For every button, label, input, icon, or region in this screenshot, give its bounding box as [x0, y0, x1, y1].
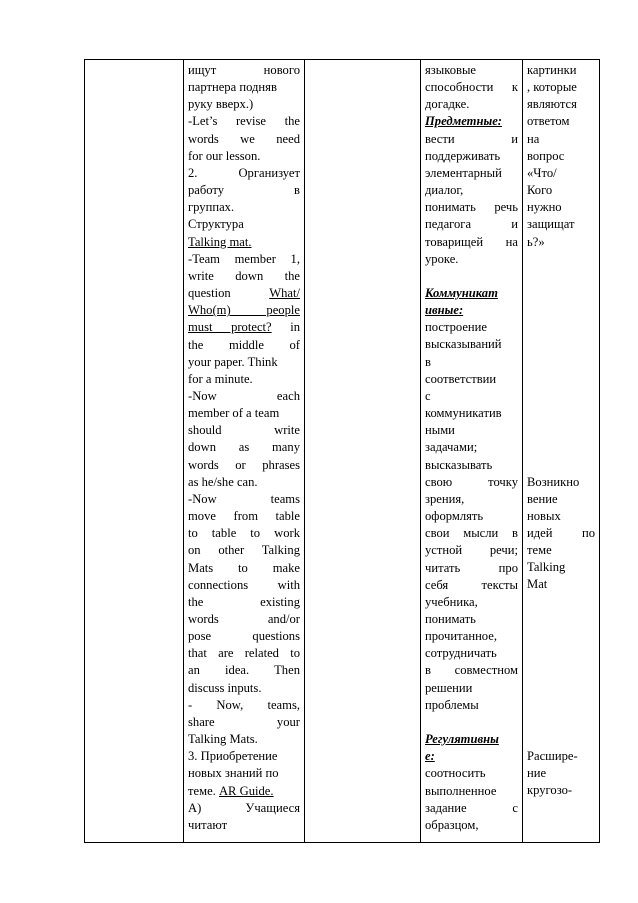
text-line: картинки [527, 63, 577, 77]
blank-line [527, 611, 595, 628]
blank-line [425, 268, 518, 285]
column-stage [85, 60, 184, 843]
text-line: себя тексты [425, 577, 518, 592]
blank-line [527, 696, 595, 713]
column-teacher-activity [184, 60, 305, 843]
text-line: устной речи; [425, 543, 518, 558]
text-line: работу в [188, 183, 300, 198]
text-line: Расшире- [527, 748, 578, 763]
text-line: языковые [425, 63, 477, 77]
text-line: группах. [188, 200, 235, 215]
text-line: выполненное [425, 783, 497, 798]
blank-line [527, 422, 595, 439]
text-line: педагога и [425, 217, 518, 232]
text-line: построение [425, 320, 488, 335]
text-line: читают [188, 817, 228, 832]
text-line: новых знаний по [188, 766, 279, 781]
text-line: should write [188, 423, 300, 438]
blank-line [527, 285, 595, 302]
lesson-plan-table [84, 59, 600, 843]
text-line: в [425, 354, 431, 369]
text-line: зрения, [425, 491, 465, 506]
blank-line [527, 594, 595, 611]
text-line: as he/she can. [188, 474, 258, 489]
text-line: вести и [425, 131, 518, 146]
text-line: понимать [425, 611, 476, 626]
text-line: for our lesson. [188, 148, 261, 163]
text-line: that are related to [188, 646, 300, 661]
text-line: ответом [527, 114, 570, 129]
section-heading: Предметные: [425, 114, 502, 129]
text-line: down as many [188, 440, 300, 455]
blank-line [527, 662, 595, 679]
text-line: ь?» [527, 234, 545, 249]
text-line: Структура [188, 217, 244, 232]
text-line: Кого [527, 183, 553, 198]
text-line: нужно [527, 200, 562, 215]
text-line: понимать речь [425, 200, 518, 215]
blank-line [527, 268, 595, 285]
text-line: discuss inputs. [188, 680, 262, 695]
text-line: идей по [527, 526, 595, 541]
text-line: теме. AR Guide. [188, 783, 274, 798]
text-line: вение [527, 491, 558, 506]
text-line: образцом, [425, 817, 479, 832]
text-line: защищат [527, 217, 575, 232]
table-row [85, 60, 600, 843]
text-line: words and/or [188, 612, 300, 626]
text-line: to table to work [188, 526, 300, 541]
text-line: must protect? in [188, 320, 300, 335]
text-line: ными [425, 423, 455, 438]
blank-line [527, 302, 595, 319]
text-line: for a minute. [188, 371, 253, 386]
text-line: уроке. [425, 251, 459, 266]
text-line: с [425, 388, 431, 403]
text-line: кругозо- [527, 783, 573, 798]
text-line: прочитанное, [425, 629, 497, 644]
column-student-activity [305, 60, 421, 843]
blank-line [425, 714, 518, 731]
text-line: ние [527, 766, 547, 781]
text-line: элементарный [425, 165, 502, 180]
text-line: высказываний [425, 337, 502, 352]
text-line: догадке. [425, 97, 470, 112]
text-line: вопрос [527, 148, 565, 163]
text-line: - Now, teams, [188, 697, 300, 712]
text-line: читать про [425, 560, 518, 575]
text-line: write down the [188, 268, 300, 283]
text-line: on other Talking [188, 543, 300, 558]
text-line: pose questions [188, 629, 300, 644]
column-learning-outcomes [421, 60, 523, 843]
text-line: 2. Организует [188, 165, 300, 180]
text-line: задание с [425, 800, 518, 815]
blank-line [527, 319, 595, 336]
text-line: высказывать [425, 457, 493, 472]
text-line: question What/ [188, 286, 300, 301]
text-line: Mats to make [188, 560, 300, 575]
text-line: свою точку [425, 474, 518, 489]
text-line: оформлять [425, 509, 484, 524]
text-line: задачами; [425, 440, 478, 455]
text-line: поддерживать [425, 148, 501, 163]
text-line: способности к [425, 80, 518, 95]
text-line: -Team member 1, [188, 251, 300, 266]
text-line: свои мысли в [425, 526, 518, 541]
text-line: Возникно [527, 474, 580, 489]
text-line: на [527, 131, 540, 146]
section-heading: Регулятивны [425, 732, 499, 747]
blank-line [527, 388, 595, 405]
text-line: your paper. Think [188, 354, 278, 369]
text-line: connections with [188, 577, 300, 592]
text-line: -Let’s revise the [188, 114, 300, 129]
text-line: решении [425, 680, 473, 695]
text-line: words or phrases [188, 457, 300, 472]
text-line: в совместном [425, 663, 518, 678]
text-line: 3. Приобретение [188, 749, 278, 764]
text-line: диалог, [425, 183, 464, 198]
column-results [523, 60, 600, 843]
section-heading: ивные: [425, 303, 464, 318]
text-line: А) Учащиеся [188, 800, 300, 815]
text-line: соответствии [425, 371, 497, 386]
text-line: «Что/ [527, 165, 557, 180]
blank-line [527, 336, 595, 353]
blank-line [527, 456, 595, 473]
blank-line [527, 439, 595, 456]
text-line: ищут нового [188, 63, 300, 77]
text-line: партнера подняв [188, 80, 277, 95]
blank-line [527, 628, 595, 645]
text-line: новых [527, 508, 561, 523]
blank-line [527, 645, 595, 662]
blank-line [527, 354, 595, 371]
text-line: руку вверх.) [188, 97, 254, 112]
text-line: являются [527, 97, 577, 112]
text-line: Talking [527, 560, 566, 575]
text-line: an idea. Then [188, 663, 300, 678]
text-line: , которые [527, 80, 577, 95]
blank-line [527, 679, 595, 696]
text-line: Talking mat. [188, 234, 252, 249]
text-line: member of a team [188, 406, 280, 421]
text-line: товарищей на [425, 234, 518, 249]
text-line: проблемы [425, 697, 479, 712]
text-line: теме [527, 543, 552, 558]
text-line: Mat [527, 577, 548, 592]
section-heading: Коммуникат [425, 286, 498, 301]
text-line: -Now each [188, 388, 300, 403]
text-line: сотрудничать [425, 646, 497, 661]
text-line: учебника, [425, 594, 478, 609]
blank-line [527, 731, 595, 748]
text-line: Talking Mats. [188, 732, 258, 747]
text-line: words we need [188, 131, 300, 146]
text-line: move from table [188, 509, 300, 524]
blank-line [527, 714, 595, 731]
text-line: the existing [188, 594, 300, 609]
text-line: соотносить [425, 766, 486, 781]
section-heading: е: [425, 749, 435, 764]
text-line: Who(m) people [188, 303, 300, 318]
blank-line [527, 251, 595, 268]
text-line: коммуникатив [425, 406, 502, 421]
blank-line [527, 371, 595, 388]
blank-line [527, 405, 595, 422]
text-line: share your [188, 714, 300, 729]
text-line: -Now teams [188, 491, 300, 506]
text-line: the middle of [188, 337, 300, 352]
